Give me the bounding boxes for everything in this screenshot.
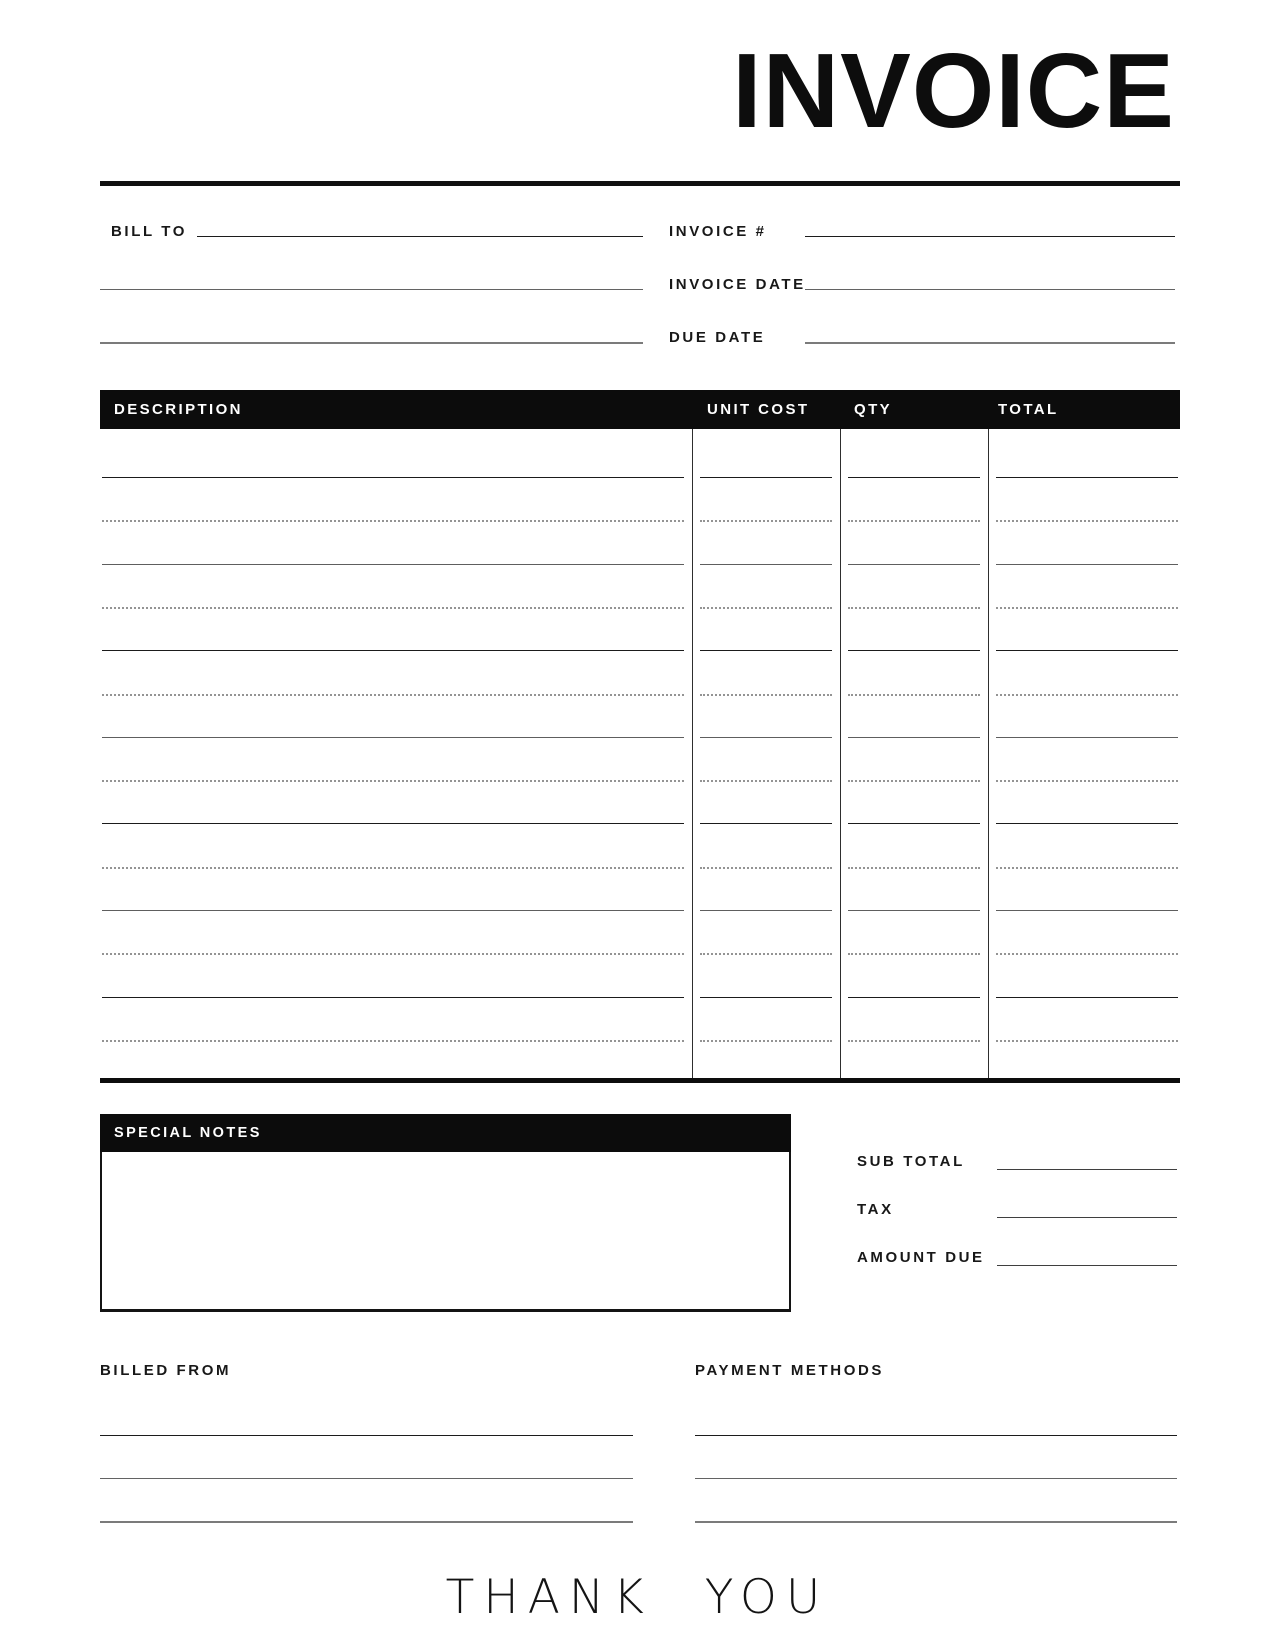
title-divider <box>100 181 1180 186</box>
invoice-number-label: INVOICE # <box>669 223 767 240</box>
payment-methods-line-1 <box>695 1435 1177 1436</box>
item-row-line <box>996 997 1178 998</box>
item-row-line <box>700 867 832 869</box>
item-row-line <box>848 997 980 998</box>
item-row-line <box>848 953 980 955</box>
items-table <box>100 390 1180 1083</box>
item-row-line <box>996 607 1178 609</box>
column-divider <box>988 429 989 1078</box>
item-row-line <box>996 867 1178 869</box>
bill-to-label: BILL TO <box>111 223 187 240</box>
col-unit-cost-label: UNIT COST <box>707 401 810 418</box>
invoice-date-line <box>805 289 1175 290</box>
item-row-line <box>996 910 1178 911</box>
item-row-line <box>700 823 832 824</box>
item-row-line <box>102 650 684 651</box>
item-row-line <box>996 737 1178 738</box>
item-row-line <box>996 1040 1178 1042</box>
col-total-label: TOTAL <box>998 401 1059 418</box>
item-row-line <box>848 520 980 522</box>
col-description-label: DESCRIPTION <box>114 401 243 418</box>
item-row-line <box>102 477 684 478</box>
item-row-line <box>848 823 980 824</box>
billed-from-line-3 <box>100 1521 633 1523</box>
item-row-line <box>996 953 1178 955</box>
special-notes-header <box>100 1114 791 1152</box>
billed-from-label: BILLED FROM <box>100 1362 232 1379</box>
item-row-line <box>700 477 832 478</box>
item-row-line <box>848 694 980 696</box>
item-row-line <box>102 694 684 696</box>
item-row-line <box>848 1040 980 1042</box>
due-date-line <box>805 342 1175 344</box>
item-row-line <box>102 520 684 522</box>
special-notes-box <box>100 1152 791 1312</box>
amount-due-label: AMOUNT DUE <box>857 1249 985 1266</box>
item-row-line <box>102 780 684 782</box>
item-row-line <box>700 780 832 782</box>
item-row-line <box>848 477 980 478</box>
item-row-line <box>102 953 684 955</box>
thank-you-text: THANK YOU <box>445 1570 830 1625</box>
due-date-label: DUE DATE <box>669 329 766 346</box>
item-row-line <box>700 694 832 696</box>
item-row-line <box>996 477 1178 478</box>
item-row-line <box>102 823 684 824</box>
item-row-line <box>700 520 832 522</box>
item-row-line <box>848 737 980 738</box>
item-row-line <box>996 564 1178 565</box>
item-row-line <box>700 1040 832 1042</box>
billed-from-line-2 <box>100 1478 633 1479</box>
item-row-line <box>848 650 980 651</box>
item-row-line <box>102 564 684 565</box>
page-title: INVOICE <box>732 32 1175 150</box>
payment-methods-line-3 <box>695 1521 1177 1523</box>
item-row-line <box>848 780 980 782</box>
billed-from-line-1 <box>100 1435 633 1436</box>
item-row-line <box>700 737 832 738</box>
item-row-line <box>102 997 684 998</box>
item-row-line <box>700 997 832 998</box>
item-row-line <box>996 823 1178 824</box>
sub-total-label: SUB TOTAL <box>857 1153 965 1170</box>
item-row-line <box>996 520 1178 522</box>
item-row-line <box>700 910 832 911</box>
sub-total-line <box>997 1169 1177 1170</box>
items-table-rows <box>100 429 1180 1083</box>
tax-label: TAX <box>857 1201 894 1218</box>
item-row-line <box>848 564 980 565</box>
column-divider <box>840 429 841 1078</box>
item-row-line <box>996 694 1178 696</box>
item-row-line <box>848 867 980 869</box>
item-row-line <box>848 910 980 911</box>
invoice-date-label: INVOICE DATE <box>669 276 806 293</box>
item-row-line <box>700 953 832 955</box>
special-notes-label: SPECIAL NOTES <box>114 1125 262 1141</box>
bill-to-line-1 <box>197 236 643 237</box>
bill-to-line-3 <box>100 342 643 344</box>
item-row-line <box>102 867 684 869</box>
payment-methods-line-2 <box>695 1478 1177 1479</box>
tax-line <box>997 1217 1177 1218</box>
invoice-number-line <box>805 236 1175 237</box>
items-table-header <box>100 390 1180 429</box>
column-divider <box>692 429 693 1078</box>
item-row-line <box>996 650 1178 651</box>
amount-due-line <box>997 1265 1177 1266</box>
item-row-line <box>700 564 832 565</box>
item-row-line <box>700 607 832 609</box>
payment-methods-label: PAYMENT METHODS <box>695 1362 885 1379</box>
item-row-line <box>102 1040 684 1042</box>
item-row-line <box>102 737 684 738</box>
item-row-line <box>996 780 1178 782</box>
item-row-line <box>848 607 980 609</box>
item-row-line <box>102 910 684 911</box>
col-qty-label: QTY <box>854 401 893 418</box>
item-row-line <box>102 607 684 609</box>
item-row-line <box>700 650 832 651</box>
bill-to-line-2 <box>100 289 643 290</box>
